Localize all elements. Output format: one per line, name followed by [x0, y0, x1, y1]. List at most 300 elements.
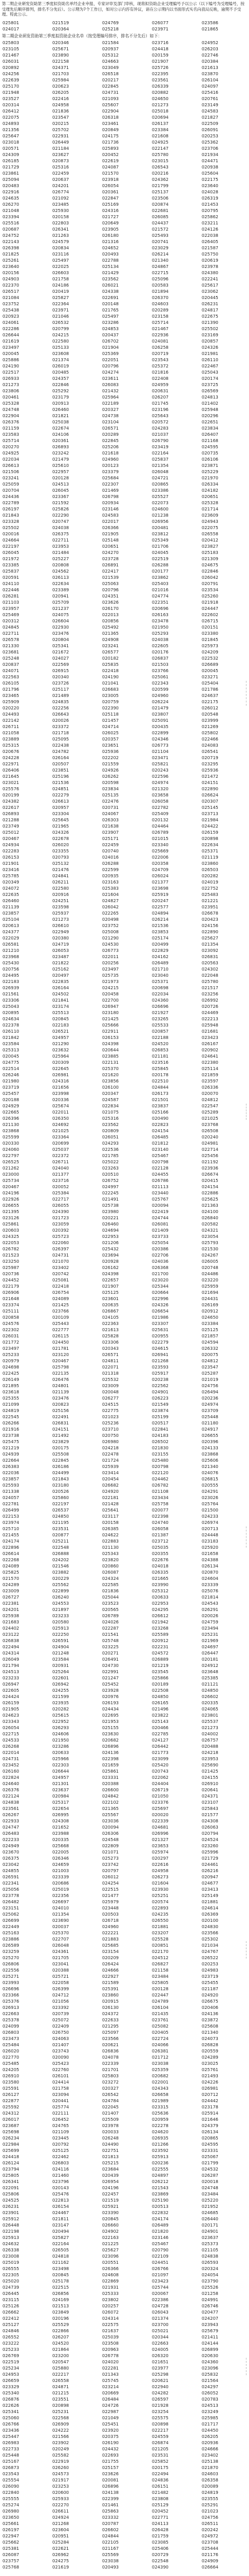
table-cell: 021340 — [202, 1464, 218, 1469]
table-cell: 023812 — [152, 532, 169, 537]
table-cell: 026212 — [152, 2179, 169, 2184]
table-cell: 021219 — [152, 1663, 169, 1668]
table-cell: 025082 — [152, 2024, 169, 2029]
table-cell: 026659 — [2, 2378, 19, 2383]
table-cell: 026962 — [52, 2552, 69, 2557]
table-cell: 023207 — [152, 1931, 169, 1936]
table-cell: 020441 — [52, 2098, 69, 2103]
table-cell: 022931 — [52, 134, 69, 139]
table-cell: 024338 — [102, 289, 119, 294]
table-row — [0, 581, 249, 587]
table-cell: 023259 — [2, 1949, 19, 1954]
table-cell: 020798 — [152, 1464, 169, 1469]
table-cell: 026341 — [2, 2179, 19, 2184]
table-cell: 023473 — [2, 2036, 19, 2041]
table-row — [0, 2085, 249, 2092]
table-cell: 022952 — [52, 1719, 69, 1724]
table-cell: 023971 — [152, 27, 169, 32]
table-cell: 021736 — [102, 140, 119, 145]
table-cell: 023059 — [52, 1222, 69, 1227]
table-cell: 024291 — [202, 1489, 218, 1494]
table-cell: 022775 — [102, 1408, 119, 1413]
table-cell: 020748 — [202, 1265, 218, 1270]
table-cell: 026828 — [202, 2043, 218, 2047]
table-cell: 020580 — [52, 1620, 69, 1625]
table-row — [0, 432, 249, 438]
table-cell: 024813 — [202, 395, 218, 400]
table-cell: 023738 — [2, 1433, 19, 1438]
table-cell: 025371 — [202, 849, 218, 854]
table-cell: 026440 — [202, 2217, 218, 2222]
table-cell: 020796 — [102, 364, 119, 369]
table-cell: 021645 — [2, 774, 19, 779]
table-cell: 022417 — [102, 569, 119, 574]
table-row — [0, 2197, 249, 2204]
table-cell: 020526 — [52, 1489, 69, 1494]
table-row — [0, 2253, 249, 2260]
table-cell: 020797 — [102, 1868, 119, 1873]
table-cell: 023687 — [2, 2123, 19, 2128]
table-cell: 025457 — [2, 1091, 19, 1096]
table-cell: 020794 — [202, 1831, 218, 1836]
table-cell: 022746 — [202, 53, 218, 58]
table-cell: 025406 — [152, 2546, 169, 2551]
table-row — [0, 2266, 249, 2272]
table-cell: 025710 — [2, 1526, 19, 1531]
table-cell: 020175 — [152, 2465, 169, 2470]
table-cell: 022170 — [152, 1949, 169, 1954]
table-cell: 023423 — [202, 1035, 218, 1040]
table-cell: 024190 — [102, 675, 119, 680]
table-cell: 020493 — [102, 252, 119, 257]
table-cell: 024321 — [202, 1228, 218, 1233]
table-cell: 026207 — [52, 2335, 69, 2340]
table-cell: 022940 — [152, 2384, 169, 2389]
table-cell: 022120 — [152, 1470, 169, 1475]
table-cell: 022462 — [52, 2154, 69, 2159]
table-cell: 021071 — [102, 1850, 119, 1855]
table-cell: 022476 — [102, 799, 119, 804]
table-cell: 026891 — [102, 563, 119, 568]
table-row — [0, 1352, 249, 1358]
table-cell: 021986 — [152, 1315, 169, 1320]
table-cell: 022601 — [52, 1676, 69, 1681]
table-cell: 024819 — [2, 1408, 19, 1413]
table-cell: 025936 — [202, 768, 218, 773]
table-cell: 023651 — [102, 743, 119, 748]
table-row — [0, 680, 249, 686]
table-cell: 024467 — [52, 2210, 69, 2215]
table-cell: 026185 — [2, 159, 19, 164]
table-cell: 024719 — [52, 942, 69, 947]
table-cell: 025231 — [202, 1632, 218, 1637]
table-cell: 021842 — [2, 1035, 19, 1040]
table-cell: 021901 — [2, 861, 19, 866]
table-cell: 026042 — [102, 905, 119, 910]
table-cell: 022548 — [52, 1545, 69, 1550]
table-cell: 025271 — [2, 1974, 19, 1979]
table-cell: 025513 — [52, 1010, 69, 1015]
table-cell: 021577 — [202, 1812, 218, 1817]
table-cell: 022890 — [202, 787, 218, 792]
page-break-marker — [246, 2358, 247, 2375]
table-cell: 022803 — [52, 221, 69, 226]
table-cell: 023597 — [202, 1079, 218, 1084]
table-cell: 020740 — [102, 849, 119, 854]
table-cell: 020845 — [52, 2273, 69, 2278]
table-row — [0, 1687, 249, 1694]
table-cell: 021927 — [152, 1010, 169, 1015]
table-cell: 024901 — [152, 1390, 169, 1395]
table-row — [0, 761, 249, 767]
table-cell: 025174 — [152, 936, 169, 941]
page-break-marker — [246, 1941, 247, 1959]
table-cell: 025251 — [152, 1893, 169, 1898]
table-cell: 023598 — [52, 905, 69, 910]
table-cell: 022971 — [2, 762, 19, 767]
table-cell: 023516 — [152, 1060, 169, 1065]
table-cell: 020799 — [52, 326, 69, 331]
table-cell: 024351 — [102, 594, 119, 599]
table-cell: 021950 — [52, 1738, 69, 1743]
table-cell: 021320 — [152, 787, 169, 792]
table-row — [0, 848, 249, 854]
table-cell: 026577 — [102, 650, 119, 655]
table-cell: 025604 — [202, 171, 218, 176]
table-cell: 025516 — [2, 221, 19, 226]
table-cell: 026503 — [202, 867, 218, 872]
table-row — [0, 2011, 249, 2017]
table-row — [0, 2272, 249, 2278]
table-cell: 023584 — [52, 1657, 69, 1662]
table-cell: 024274 — [102, 370, 119, 375]
table-cell: 023233 — [52, 1613, 69, 1618]
table-cell: 023698 — [152, 886, 169, 891]
table-cell: 024255 — [52, 1688, 69, 1693]
table-cell: 020340 — [52, 675, 69, 680]
table-row — [0, 2390, 249, 2396]
table-cell: 023527 — [2, 96, 19, 101]
table-row — [0, 1669, 249, 1675]
table-cell: 024151 — [52, 1427, 69, 1432]
table-cell: 020834 — [52, 246, 69, 251]
table-cell: 024818 — [52, 2254, 69, 2259]
table-row — [0, 879, 249, 885]
page-break-marker — [246, 1104, 247, 1120]
table-cell: 025383 — [102, 886, 119, 891]
table-cell: 024061 — [2, 320, 19, 325]
table-row — [0, 674, 249, 680]
table-cell: 021435 — [152, 2011, 169, 2016]
table-cell: 022438 — [52, 743, 69, 748]
table-cell: 020565 — [102, 1607, 119, 1612]
table-row — [0, 2322, 249, 2328]
table-row — [0, 972, 249, 979]
table-cell: 023183 — [202, 1539, 218, 1544]
table-cell: 020282 — [202, 874, 218, 879]
table-cell: 024573 — [52, 2472, 69, 2477]
table-cell: 023834 — [102, 787, 119, 792]
table-cell: 026981 — [52, 1073, 69, 1078]
table-cell: 026246 — [2, 1073, 19, 1078]
table-cell: 022175 — [202, 699, 218, 704]
table-cell: 026542 — [102, 2092, 119, 2097]
table-cell: 021794 — [2, 1663, 19, 1668]
table-cell: 023650 — [2, 2515, 19, 2520]
table-cell: 024748 — [2, 407, 19, 412]
table-row — [0, 40, 249, 46]
table-row — [0, 2378, 249, 2384]
table-cell: 025369 — [102, 351, 119, 356]
table-cell: 020151 — [202, 625, 218, 630]
table-cell: 026273 — [152, 1875, 169, 1880]
table-cell: 020094 — [102, 1825, 119, 1830]
table-row — [0, 1750, 249, 1756]
table-cell: 024196 — [2, 1191, 19, 1196]
table-cell: 020669 — [102, 2391, 119, 2396]
table-cell: 024038 — [152, 637, 169, 642]
table-row — [0, 798, 249, 805]
table-row — [0, 1544, 249, 1551]
table-cell: 024116 — [52, 2167, 69, 2172]
table-cell: 024083 — [202, 743, 218, 748]
table-cell: 020912 — [152, 1638, 169, 1643]
table-cell: 021184 — [52, 146, 69, 151]
table-cell: 023860 — [102, 1993, 119, 1998]
table-cell: 025362 — [202, 140, 218, 145]
table-row — [0, 475, 249, 481]
table-cell: 026164 — [52, 755, 69, 760]
table-cell: 020415 — [202, 1178, 218, 1183]
table-cell: 020947 — [202, 1875, 218, 1880]
table-cell: 021646 — [202, 2117, 218, 2122]
table-cell: 026270 — [2, 202, 19, 207]
table-cell: 024912 — [202, 1663, 218, 1668]
table-cell: 026154 — [52, 2204, 69, 2209]
table-cell: 023806 — [2, 389, 19, 394]
table-cell: 022678 — [52, 836, 69, 841]
table-cell: 023566 — [102, 2036, 119, 2041]
table-row — [0, 1942, 249, 1949]
table-cell: 025081 — [52, 1278, 69, 1283]
table-cell: 022283 — [2, 849, 19, 854]
table-cell: 023902 — [52, 2440, 69, 2445]
table-cell: 021587 — [202, 246, 218, 251]
table-row — [0, 2496, 249, 2502]
table-cell: 024819 — [202, 2490, 218, 2495]
table-cell: 021895 — [2, 1383, 19, 1388]
table-cell: 025863 — [102, 2509, 119, 2514]
table-cell: 022893 — [152, 1906, 169, 1911]
table-cell: 020312 — [2, 619, 19, 624]
table-row — [0, 1737, 249, 1743]
table-cell: 026083 — [102, 382, 119, 387]
table-row — [0, 177, 249, 183]
table-cell: 022091 — [2, 2186, 19, 2191]
table-row — [0, 245, 249, 251]
table-cell: 024774 — [152, 594, 169, 599]
table-row — [0, 481, 249, 487]
table-cell: 022302 — [2, 1327, 19, 1332]
table-cell: 025317 — [52, 1800, 69, 1805]
table-cell: 024436 — [2, 494, 19, 499]
table-cell: 024904 — [52, 1645, 69, 1650]
table-cell: 023140 — [152, 1147, 169, 1152]
table-row — [0, 2179, 249, 2185]
table-row — [0, 1594, 249, 1600]
table-cell: 024169 — [52, 2297, 69, 2302]
table-row — [0, 711, 249, 718]
table-cell: 026889 — [152, 1657, 169, 1662]
table-cell: 020742 — [52, 1272, 69, 1276]
table-cell: 022364 — [52, 302, 69, 307]
table-cell: 022025 — [52, 264, 69, 269]
table-cell: 022124 — [2, 1794, 19, 1799]
table-row — [0, 444, 249, 450]
table-cell: 021765 — [102, 308, 119, 313]
table-cell: 023419 — [152, 445, 169, 450]
table-row — [0, 1507, 249, 1513]
table-cell: 025589 — [152, 1632, 169, 1637]
table-cell: 025610 — [52, 463, 69, 468]
table-row — [0, 885, 249, 892]
table-cell: 021517 — [202, 986, 218, 990]
table-cell: 024325 — [2, 1234, 19, 1239]
table-row — [0, 2471, 249, 2477]
table-cell: 020694 — [152, 115, 169, 120]
table-cell: 024105 — [102, 1315, 119, 1320]
table-row — [0, 2023, 249, 2029]
table-cell: 026049 — [2, 1657, 19, 1662]
table-row — [0, 1221, 249, 1227]
table-cell: 020583 — [152, 283, 169, 288]
table-cell: 024974 — [152, 780, 169, 785]
table-row — [0, 2141, 249, 2148]
table-cell: 025668 — [52, 1844, 69, 1849]
table-row — [0, 904, 249, 910]
table-row — [0, 1992, 249, 1998]
table-cell: 026137 — [152, 121, 169, 126]
table-row — [0, 2291, 249, 2297]
table-cell: 025170 — [2, 84, 19, 89]
table-row — [0, 1370, 249, 1377]
table-row — [0, 2247, 249, 2253]
table-cell: 023626 — [102, 2472, 119, 2477]
table-cell: 026447 — [202, 1651, 218, 1656]
table-cell: 023974 — [2, 1520, 19, 1525]
table-row — [0, 1358, 249, 1364]
table-cell: 022693 — [102, 2453, 119, 2458]
table-cell: 025964 — [52, 1054, 69, 1059]
table-cell: 024530 — [102, 942, 119, 947]
table-row — [0, 2110, 249, 2117]
table-cell: 024308 — [202, 1819, 218, 1824]
table-cell: 024850 — [202, 1688, 218, 1693]
table-cell: 025493 — [152, 233, 169, 238]
table-row — [0, 1283, 249, 1290]
table-cell: 025607 — [102, 103, 119, 108]
table-cell: 021139 — [52, 1390, 69, 1395]
table-cell: 021479 — [152, 706, 169, 711]
table-cell: 022886 — [202, 1191, 218, 1196]
table-cell: 021340 — [152, 258, 169, 263]
table-cell: 021215 — [52, 2391, 69, 2396]
table-row — [0, 1619, 249, 1625]
table-row — [0, 2017, 249, 2023]
table-cell: 021706 — [152, 544, 169, 549]
table-row — [0, 2228, 249, 2235]
table-cell: 025636 — [152, 2111, 169, 2116]
table-cell: 021759 — [152, 2534, 169, 2539]
table-cell: 022390 — [102, 706, 119, 711]
table-row — [0, 2421, 249, 2427]
table-cell: 025381 — [2, 2546, 19, 2551]
table-cell: 026980 — [102, 1439, 119, 1444]
table-cell: 022575 — [102, 2322, 119, 2327]
table-cell: 023343 — [2, 1719, 19, 1724]
table-cell: 022158 — [52, 59, 69, 64]
table-cell: 024620 — [152, 2130, 169, 2135]
table-cell: 023250 — [2, 1259, 19, 1264]
table-cell: 025409 — [152, 811, 169, 816]
table-cell: 022771 — [152, 2515, 169, 2520]
table-row — [0, 612, 249, 618]
table-cell: 024464 — [152, 824, 169, 829]
code-table-main — [0, 40, 249, 2570]
table-cell: 024583 — [102, 513, 119, 518]
table-cell: 026956 — [152, 519, 169, 524]
table-cell: 025748 — [102, 1638, 119, 1643]
table-row — [0, 1178, 249, 1184]
table-cell: 025076 — [202, 1589, 218, 1594]
table-cell: 021058 — [2, 731, 19, 736]
table-cell: 024099 — [2, 2024, 19, 2029]
table-cell: 023179 — [52, 395, 69, 400]
table-cell: 024871 — [52, 2384, 69, 2389]
table-cell: 020067 — [152, 2291, 169, 2296]
table-cell: 024036 — [152, 1259, 169, 1264]
table-cell: 020696 — [152, 606, 169, 611]
table-cell: 024289 — [2, 1582, 19, 1587]
table-cell: 022711 — [52, 538, 69, 543]
table-cell: 025059 — [2, 482, 19, 487]
table-cell: 022241 — [202, 277, 218, 282]
table-cell: 025785 — [2, 874, 19, 879]
table-cell: 020759 — [102, 699, 119, 704]
table-cell: 022250 — [52, 1632, 69, 1637]
table-row — [0, 637, 249, 643]
table-cell: 026021 — [102, 283, 119, 288]
table-cell: 023094 — [52, 2092, 69, 2097]
table-cell: 023394 — [2, 215, 19, 219]
table-cell: 026613 — [52, 799, 69, 804]
table-cell: 025939 — [102, 1464, 119, 1469]
table-cell: 020335 — [52, 1837, 69, 1842]
table-cell: 024595 — [202, 2142, 218, 2147]
table-cell: 023822 — [152, 1713, 169, 1718]
table-cell: 021103 — [2, 600, 19, 605]
table-row — [0, 1743, 249, 1750]
table-row — [0, 630, 249, 637]
table-cell: 020882 — [152, 90, 169, 95]
table-cell: 023200 — [52, 2353, 69, 2358]
table-cell: 022051 — [102, 358, 119, 362]
table-cell: 020081 — [102, 2478, 119, 2483]
table-cell: 026055 — [52, 1203, 69, 1208]
table-cell: 024721 — [152, 476, 169, 481]
table-cell: 025913 — [52, 1626, 69, 1631]
table-cell: 020857 — [152, 1029, 169, 1034]
